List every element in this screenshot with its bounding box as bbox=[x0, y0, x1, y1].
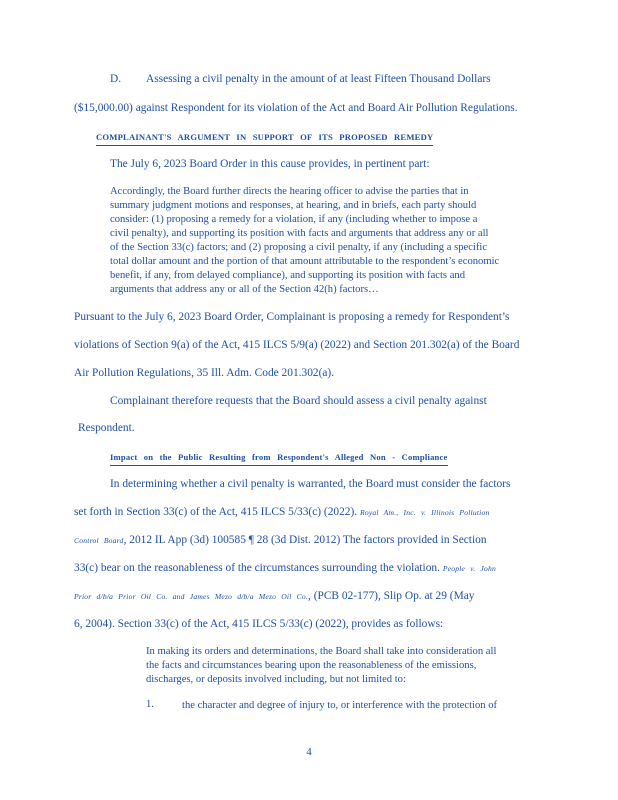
body-line bbox=[74, 589, 474, 604]
case-citation: Royal Am., Inc. v. Illinois Pollution bbox=[359, 508, 490, 517]
body-line: 6, 2004). Section 33(c) of the Act, 415 ILCS 5/33(c) (2022), provides as follows: bbox=[74, 618, 444, 630]
text-segment: set forth in Section 33(c) of the Act, 415 ILCS 5/33(c) (2022). bbox=[74, 506, 358, 518]
quote-line: benefit, if any, from delayed compliance), and supporting its position with facts and bbox=[110, 270, 465, 281]
text-segment: , 2012 IL App (3d) 100585 ¶ 28 (3d Dist. 2012) The factors provided in Section bbox=[123, 534, 487, 546]
body-line bbox=[74, 533, 487, 548]
text-segment: 33(c) bear on the reasonableness of the circumstances surrounding the violation. bbox=[74, 562, 440, 574]
section-letter: D. bbox=[110, 73, 122, 85]
list-item-text: the character and degree of injury to, or interference with the protection of bbox=[182, 700, 498, 711]
quote-line: In making its orders and determinations, the Board shall take into consideration all bbox=[146, 646, 497, 657]
heading-complainant-argument: COMPLAINANT'S ARGUMENT IN SUPPORT OF ITS PROPOSED REMEDY bbox=[96, 130, 433, 146]
intro-paragraph: The July 6, 2023 Board Order in this cause provides, in pertinent part: bbox=[110, 158, 430, 170]
body-line bbox=[74, 505, 489, 520]
quote-line: civil penalty), and supporting its position with facts and arguments that address any or all bbox=[110, 228, 489, 239]
quote-line: summary judgment motions and responses, at hearing, and in briefs, each party should bbox=[110, 200, 477, 211]
quote-line: of the Section 33(c) factors; and (2) proposing a civil penalty, if any (including a specific bbox=[110, 242, 488, 253]
body-line: Pursuant to the July 6, 2023 Board Order, Complainant is proposing a remedy for Respondent’s bbox=[74, 311, 510, 323]
case-citation: Control Board bbox=[74, 536, 124, 545]
section-title-line1: Assessing a civil penalty in the amount of at least Fifteen Thousand Dollars bbox=[146, 73, 491, 85]
text-segment: , (PCB 02-177), Slip Op. at 29 (May bbox=[308, 590, 475, 602]
section-title-line2: ($15,000.00) against Respondent for its violation of the Act and Board Air Pollution Regulations. bbox=[74, 102, 518, 114]
list-item-number: 1. bbox=[146, 699, 154, 710]
body-line: Complainant therefore requests that the Board should assess a civil penalty against bbox=[110, 395, 487, 407]
quote-line: Accordingly, the Board further directs the hearing officer to advise the parties that in bbox=[110, 186, 469, 197]
body-line bbox=[74, 561, 496, 576]
body-line: Respondent. bbox=[78, 422, 135, 434]
body-line: In determining whether a civil penalty is warranted, the Board must consider the factors bbox=[110, 478, 511, 490]
body-line: Air Pollution Regulations, 35 Ill. Adm. Code 201.302(a). bbox=[74, 367, 335, 379]
case-citation: Prior d/b/a Prior Oil Co. and James Mezo d/b/a Mezo Oil Co. bbox=[74, 592, 309, 601]
quote-line: discharges, or deposits involved including, but not limited to: bbox=[146, 674, 406, 685]
quote-line: arguments that address any or all of the Section 42(h) factors… bbox=[110, 284, 379, 295]
quote-line: total dollar amount and the portion of that amount attributable to the respondent’s economic bbox=[110, 256, 500, 267]
body-line: violations of Section 9(a) of the Act, 415 ILCS 5/9(a) (2022) and Section 201.302(a) of the Board bbox=[74, 339, 520, 351]
quote-line: consider: (1) proposing a remedy for a violation, if any (including whether to impose a bbox=[110, 214, 478, 225]
case-citation: People v. John bbox=[442, 564, 496, 573]
quote-line: the facts and circumstances bearing upon the reasonableness of the emissions, bbox=[146, 660, 477, 671]
page-number: 4 bbox=[306, 746, 312, 758]
heading-impact-on-public: Impact on the Public Resulting from Respondent's Alleged Non - Compliance bbox=[110, 450, 448, 466]
